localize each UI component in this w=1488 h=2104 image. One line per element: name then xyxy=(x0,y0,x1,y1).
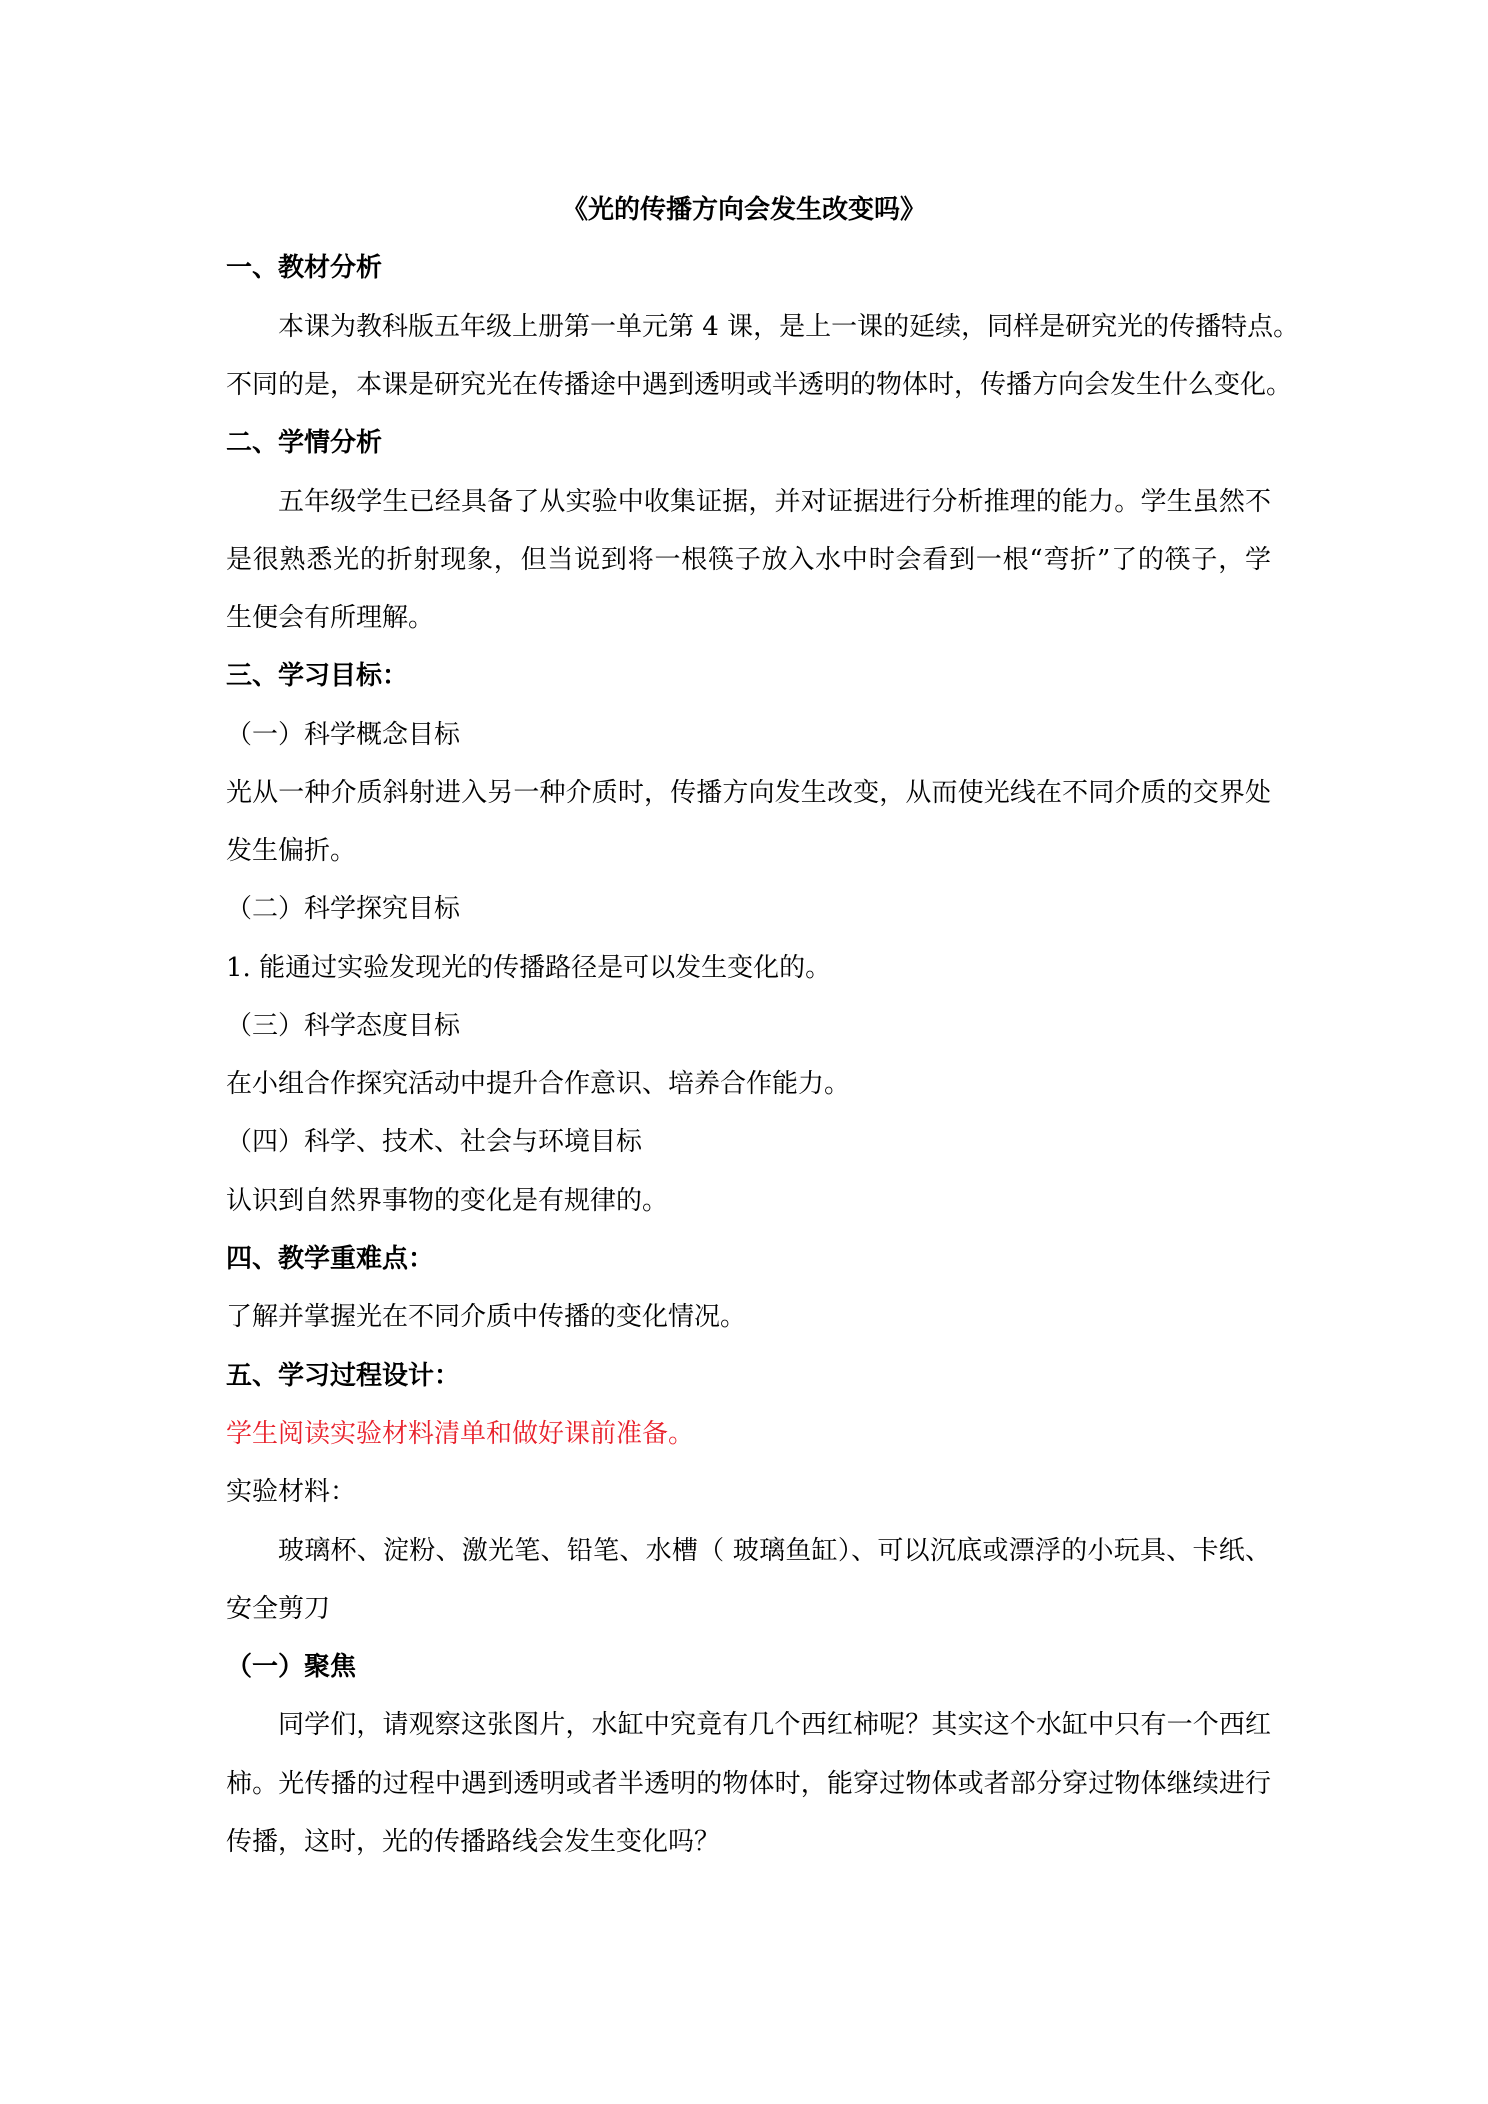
goal-label: （三）科学态度目标 xyxy=(226,1011,461,1041)
paragraph-line: 是很熟悉光的折射现象，但当说到将一根筷子放入水中时会看到一根“弯折”了的筷子，学 xyxy=(226,545,1271,575)
subsection-heading-focus: （一）聚焦 xyxy=(226,1652,357,1682)
goal-text-line: 发生偏折。 xyxy=(226,836,357,866)
section-heading-student-analysis: 二、学情分析 xyxy=(226,428,383,458)
section-heading-key-points: 四、教学重难点： xyxy=(226,1244,435,1274)
goal-text-line: 光从一种介质斜射进入另一种介质时，传播方向发生改变，从而使光线在不同介质的交界处 xyxy=(226,778,1271,808)
focus-text-line: 同学们，请观察这张图片，水缸中究竟有几个西红柿呢？其实这个水缸中只有一个西红 xyxy=(278,1710,1271,1740)
document-title: 《光的传播方向会发生改变吗》 xyxy=(561,195,926,225)
goal-label: （四）科学、技术、社会与环境目标 xyxy=(226,1127,643,1157)
paragraph-line: 生便会有所理解。 xyxy=(226,603,435,633)
goal-text: 认识到自然界事物的变化是有规律的。 xyxy=(226,1186,669,1216)
materials-line: 安全剪刀 xyxy=(226,1594,331,1624)
paragraph-line: 不同的是，本课是研究光在传播途中遇到透明或半透明的物体时，传播方向会发生什么变化。 xyxy=(226,370,1293,400)
goal-text: 1. 能通过实验发现光的传播路径是可以发生变化的。 xyxy=(226,953,832,983)
goal-text: 在小组合作探究活动中提升合作意识、培养合作能力。 xyxy=(226,1069,851,1099)
goal-label: （二）科学探究目标 xyxy=(226,894,461,924)
materials-label: 实验材料： xyxy=(226,1477,357,1507)
section-heading-process-design: 五、学习过程设计： xyxy=(226,1361,461,1391)
paragraph-line: 本课为教科版五年级上册第一单元第 4 课，是上一课的延续，同样是研究光的传播特点。 xyxy=(278,312,1300,342)
materials-line: 玻璃杯、淀粉、激光笔、铅笔、水槽（ 玻璃鱼缸）、可以沉底或漂浮的小玩具、卡纸、 xyxy=(278,1536,1271,1566)
focus-text-line: 柿。光传播的过程中遇到透明或者半透明的物体时，能穿过物体或者部分穿过物体继续进行 xyxy=(226,1769,1271,1799)
goal-label: （一）科学概念目标 xyxy=(226,720,461,750)
focus-text-line: 传播，这时，光的传播路线会发生变化吗？ xyxy=(226,1827,721,1857)
section-heading-textbook-analysis: 一、教材分析 xyxy=(226,253,383,283)
paragraph-line: 五年级学生已经具备了从实验中收集证据，并对证据进行分析推理的能力。学生虽然不 xyxy=(278,487,1271,517)
preparation-note: 学生阅读实验材料清单和做好课前准备。 xyxy=(226,1419,695,1449)
section-heading-learning-goals: 三、学习目标： xyxy=(226,661,409,691)
key-points-text: 了解并掌握光在不同介质中传播的变化情况。 xyxy=(226,1302,747,1332)
